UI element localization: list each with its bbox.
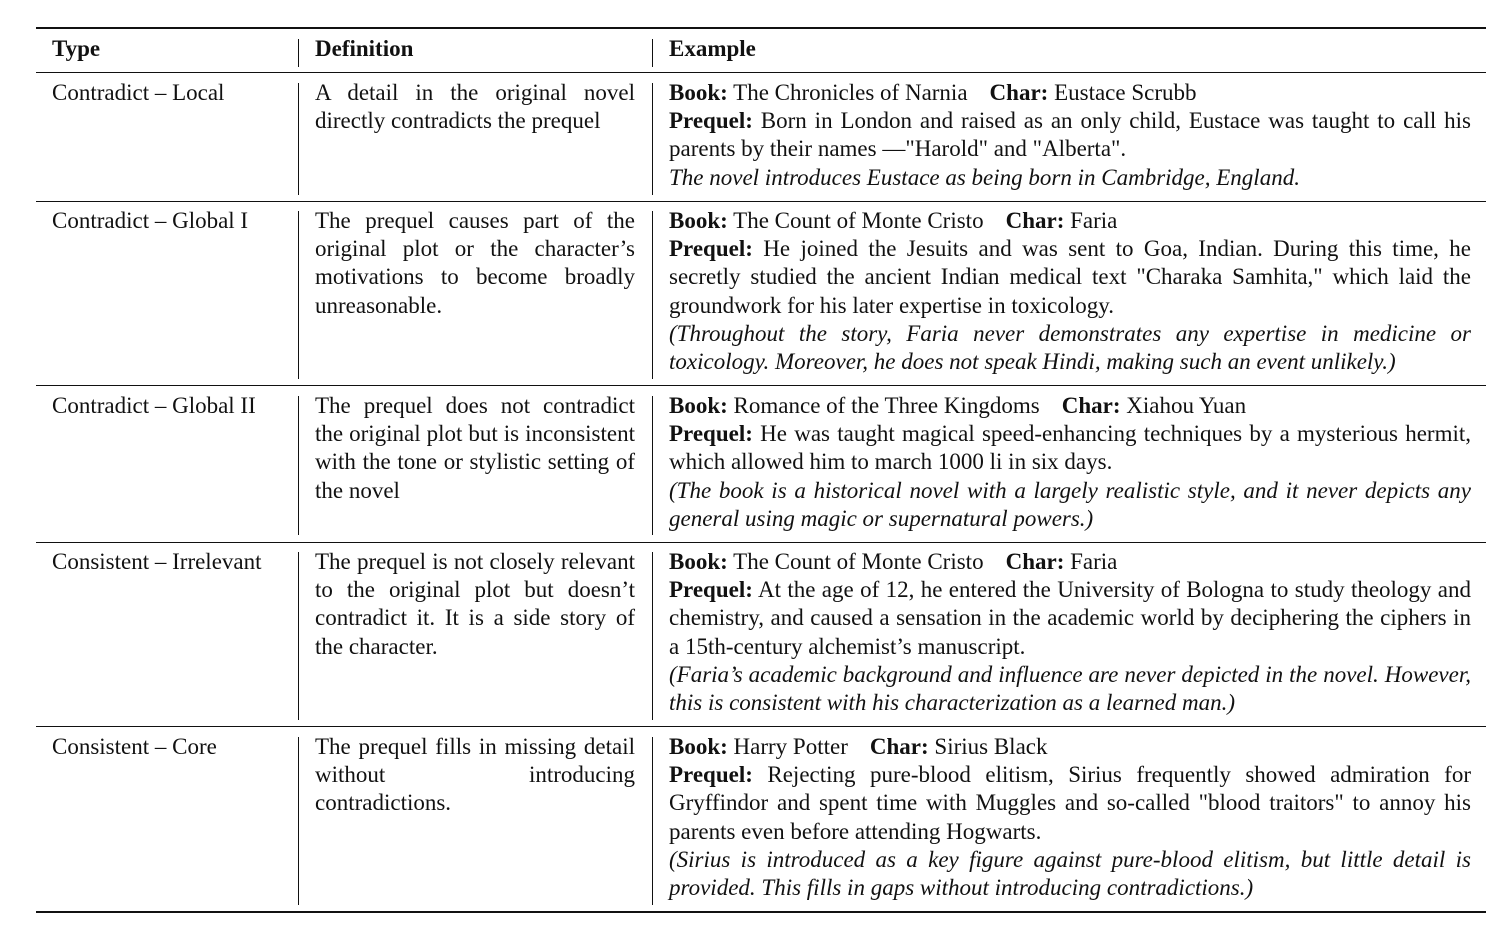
- header-example: Example: [669, 36, 756, 61]
- row-definition: The prequel fills in missing detail without introducing contradictions.: [315, 734, 635, 816]
- column-divider: [652, 552, 653, 720]
- prequel-body: He joined the Jesuits and was sent to Goa, Indian. During this time, he secretly studied the ancient Indian medical text "Charaka Samhita," which laid the groundwork for his later expertise in toxicology.: [669, 236, 1472, 318]
- rationale-note: (The book is a historical novel with a largely realistic style, and it never depicts any general using magic or supernatural powers.): [669, 477, 1471, 531]
- book-char-line: [669, 733, 1471, 761]
- character-name: Faria: [1070, 549, 1118, 574]
- book-label: Book:: [669, 80, 728, 105]
- prequel-body: He was taught magical speed-enhancing techniques by a mysterious hermit, which allowed him to march 1000 li in six days.: [669, 421, 1472, 475]
- column-divider: [652, 737, 653, 905]
- row-example: [669, 79, 1471, 192]
- table-header-row: [36, 35, 1486, 65]
- row-rule: [36, 385, 1486, 386]
- row-type: Contradict – Global I: [52, 208, 249, 233]
- prequel-label: Prequel:: [669, 108, 753, 134]
- prequel-text: [669, 107, 1471, 163]
- book-char-line: [669, 207, 1471, 235]
- prequel-label: Prequel:: [669, 577, 753, 603]
- column-divider: [652, 396, 653, 535]
- row-definition: The prequel causes part of the original plot or the character’s motivations to become broadly unreasonable.: [315, 208, 635, 318]
- row-example: [669, 207, 1471, 376]
- prequel-text: [669, 420, 1471, 476]
- column-divider: [298, 396, 299, 535]
- rationale-note: (Throughout the story, Faria never demonstrates any expertise in medicine or toxicology. Moreover, he does not speak Hindi, making such an event unlikely.): [669, 320, 1471, 375]
- column-divider: [652, 83, 653, 195]
- row-rule: [36, 542, 1486, 543]
- prequel-body: Born in London and raised as an only child, Eustace was taught to call his parents by their names —"Harold" and "Alberta".: [669, 108, 1471, 162]
- row-type: Contradict – Global II: [52, 393, 256, 418]
- character-name: Xiahou Yuan: [1126, 393, 1247, 418]
- prequel-body: Rejecting pure-blood elitism, Sirius frequently showed admiration for Gryffindor and spent time with Muggles and so-called "blood traitors" to annoy his parents even before attending Hogwarts.: [669, 762, 1471, 844]
- column-divider: [652, 211, 653, 379]
- header-type: Type: [52, 36, 101, 61]
- book-title: The Chronicles of Narnia: [733, 80, 968, 105]
- column-divider: [298, 552, 299, 720]
- char-label: Char:: [1005, 208, 1065, 233]
- prequel-label: Prequel:: [669, 236, 753, 262]
- book-title: The Count of Monte Cristo: [733, 208, 984, 233]
- character-name: Eustace Scrubb: [1054, 80, 1197, 105]
- row-type: Consistent – Irrelevant: [52, 549, 262, 574]
- book-label: Book:: [669, 734, 728, 759]
- book-title: Romance of the Three Kingdoms: [733, 393, 1040, 418]
- char-label: Char:: [1005, 549, 1065, 574]
- header-definition: Definition: [315, 36, 414, 61]
- row-definition: The prequel does not contradict the original plot but is inconsistent with the tone or stylistic setting of the novel: [315, 393, 635, 503]
- book-label: Book:: [669, 208, 728, 233]
- char-label: Char:: [869, 734, 929, 759]
- column-divider: [298, 211, 299, 379]
- row-example: [669, 392, 1471, 533]
- book-char-line: [669, 392, 1471, 420]
- column-divider: [298, 83, 299, 195]
- book-title: Harry Potter: [733, 734, 848, 759]
- character-name: Sirius Black: [934, 734, 1048, 759]
- row-rule: [36, 201, 1486, 202]
- prequel-text: [669, 235, 1471, 320]
- row-example: [669, 733, 1471, 902]
- row-rule: [36, 726, 1486, 727]
- row-type: Contradict – Local: [52, 80, 225, 105]
- prequel-text: [669, 576, 1471, 661]
- book-title: The Count of Monte Cristo: [733, 549, 984, 574]
- character-name: Faria: [1070, 208, 1118, 233]
- row-type: Consistent – Core: [52, 734, 217, 759]
- column-divider: [298, 737, 299, 905]
- book-label: Book:: [669, 549, 728, 574]
- rationale-note: The novel introduces Eustace as being born in Cambridge, England.: [669, 164, 1300, 190]
- char-label: Char:: [989, 80, 1049, 105]
- prequel-body: At the age of 12, he entered the University of Bologna to study theology and chemistry, and caused a sensation in the academic world by deciphering the ciphers in a 15th-century alchemist’s manuscript.: [669, 577, 1471, 659]
- row-definition: A detail in the original novel directly contradicts the prequel: [315, 80, 635, 134]
- header-divider: [652, 39, 653, 67]
- row-example: [669, 548, 1471, 717]
- rationale-note: (Faria’s academic background and influence are never depicted in the novel. However, this is consistent with his characterization as a learned man.): [669, 661, 1471, 716]
- rationale-note: (Sirius is introduced as a key figure against pure-blood elitism, but little detail is provided. This fills in gaps without introducing contradictions.): [669, 846, 1471, 901]
- prequel-label: Prequel:: [669, 421, 753, 447]
- header-rule: [36, 72, 1486, 73]
- char-label: Char:: [1061, 393, 1121, 418]
- prequel-label: Prequel:: [669, 762, 753, 788]
- row-definition: The prequel is not closely relevant to the original plot but doesn’t contradict it. It is a side story of the character.: [315, 549, 635, 659]
- book-char-line: [669, 548, 1471, 576]
- header-divider: [298, 39, 299, 67]
- book-label: Book:: [669, 393, 728, 418]
- table-top-rule: [36, 27, 1486, 29]
- prequel-text: [669, 761, 1471, 846]
- book-char-line: [669, 79, 1471, 107]
- table-bottom-rule: [36, 911, 1486, 913]
